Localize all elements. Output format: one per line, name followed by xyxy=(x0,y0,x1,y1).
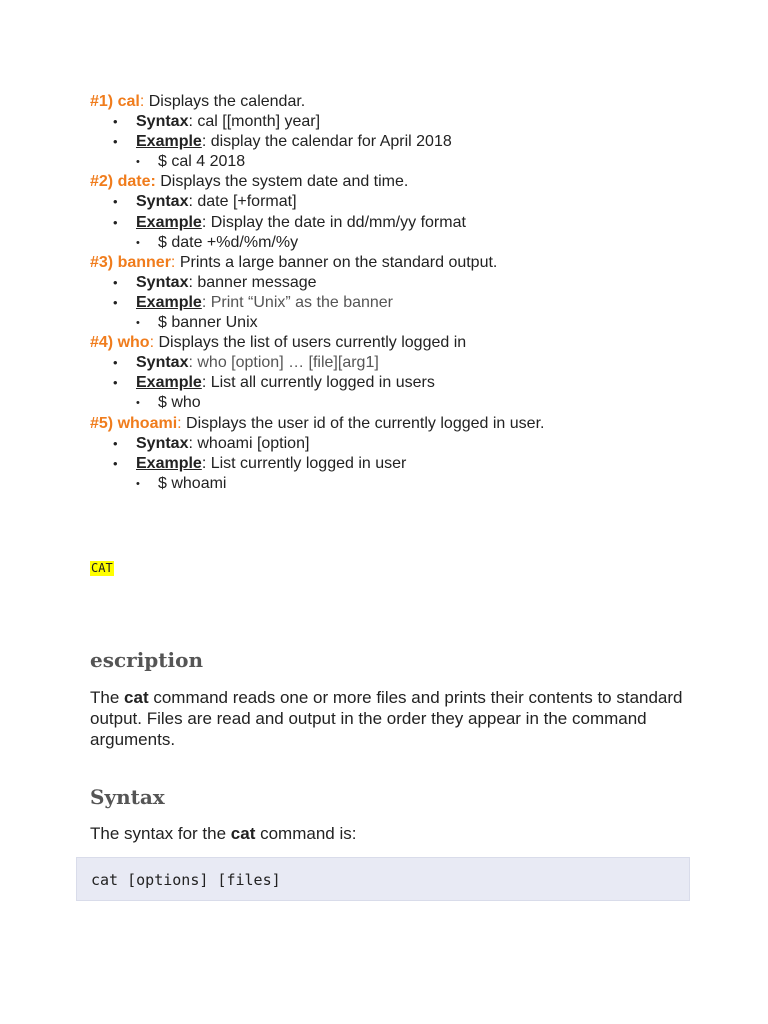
sample-command: • $ date +%d/%m/%y xyxy=(158,233,730,253)
syntax-bold-term: cat xyxy=(230,824,256,843)
example-line xyxy=(136,293,730,333)
syntax-label: Syntax xyxy=(136,193,189,211)
example-line xyxy=(136,132,730,172)
description-heading: escription xyxy=(90,648,203,672)
syntax-text-end: command is: xyxy=(255,824,357,843)
syntax-text: : who [option] … [file][arg1] xyxy=(188,354,379,372)
syntax-label: Syntax xyxy=(136,113,189,131)
command-colon: : xyxy=(177,414,182,432)
command-colon: : xyxy=(150,173,156,191)
example-label: Example xyxy=(136,454,202,472)
example-label: Example xyxy=(136,293,202,311)
command-colon: : xyxy=(149,334,155,352)
example-text: : Display the date in dd/mm/yy format xyxy=(201,213,466,231)
sample-list xyxy=(136,152,730,172)
example-text: : display the calendar for April 2018 xyxy=(201,133,452,151)
command-details xyxy=(90,434,730,494)
sample-command: • $ cal 4 2018 xyxy=(158,152,730,172)
command-heading xyxy=(90,253,730,273)
command-description: Displays the system date and time. xyxy=(155,173,409,191)
syntax-line xyxy=(136,112,730,132)
command-details xyxy=(90,273,730,333)
sample-command: • $ banner Unix xyxy=(158,313,730,333)
syntax-text: : cal [[month] year] xyxy=(188,113,321,131)
command-number: #1) cal xyxy=(90,93,140,110)
command-heading xyxy=(90,92,730,112)
example-line xyxy=(136,373,730,413)
code-block xyxy=(76,857,690,901)
syntax-line xyxy=(136,353,730,373)
example-text: : Print “Unix” as the banner xyxy=(201,293,394,311)
example-text: : List currently logged in user xyxy=(201,454,407,472)
sample-list xyxy=(136,393,730,413)
command-description: Displays the calendar. xyxy=(144,93,306,110)
command-description: Displays the user id of the currently logged in user. xyxy=(181,414,545,432)
sample-list xyxy=(136,313,730,333)
sample-command: • $ who xyxy=(158,393,730,413)
syntax-label: Syntax xyxy=(136,273,189,291)
syntax-line xyxy=(136,273,730,293)
syntax-heading: Syntax xyxy=(90,785,165,809)
example-line xyxy=(136,454,730,494)
command-details xyxy=(90,192,730,252)
command-item xyxy=(90,92,730,172)
code-text: cat [options] [files] xyxy=(91,871,281,889)
command-number: #4) who xyxy=(90,334,150,352)
description-paragraph xyxy=(90,687,690,750)
example-line xyxy=(136,213,730,253)
syntax-paragraph xyxy=(90,823,690,844)
syntax-text-start: The syntax for the xyxy=(90,824,231,843)
command-list xyxy=(90,92,730,494)
example-text: : List all currently logged in users xyxy=(201,374,435,392)
syntax-label: Syntax xyxy=(136,434,189,452)
syntax-text: : date [+format] xyxy=(188,193,297,211)
command-details xyxy=(90,353,730,413)
example-label: Example xyxy=(136,133,202,151)
command-description: Displays the list of users currently logged in xyxy=(154,334,467,352)
command-number: #2) date xyxy=(90,173,151,191)
command-heading xyxy=(90,172,730,192)
command-description: Prints a large banner on the standard output. xyxy=(175,253,498,271)
command-number: #5) whoami xyxy=(90,414,178,432)
syntax-label: Syntax xyxy=(136,354,189,372)
syntax-line xyxy=(136,434,730,454)
example-label: Example xyxy=(136,213,202,231)
sample-list xyxy=(136,474,730,494)
command-number: #3) banner xyxy=(90,253,171,271)
example-label: Example xyxy=(136,374,202,392)
command-details xyxy=(90,112,730,172)
command-heading xyxy=(90,333,730,353)
syntax-line xyxy=(136,192,730,212)
syntax-text: : whoami [option] xyxy=(188,434,310,452)
sample-list xyxy=(136,233,730,253)
description-text-start: The xyxy=(90,688,125,707)
command-colon: : xyxy=(139,93,145,110)
command-item xyxy=(90,333,730,413)
command-item xyxy=(90,414,730,494)
command-heading xyxy=(90,414,730,434)
sample-command: • $ whoami xyxy=(158,474,730,494)
command-item xyxy=(90,253,730,333)
description-text-end: command reads one or more files and prints their contents to standard output. Files are read and output in the order they appear in the command arguments. xyxy=(90,688,683,749)
command-colon: : xyxy=(170,253,176,271)
description-bold-term: cat xyxy=(124,688,149,707)
cat-highlight-tag: CAT xyxy=(91,561,113,575)
syntax-text: : banner message xyxy=(188,273,317,291)
command-item xyxy=(90,172,730,252)
